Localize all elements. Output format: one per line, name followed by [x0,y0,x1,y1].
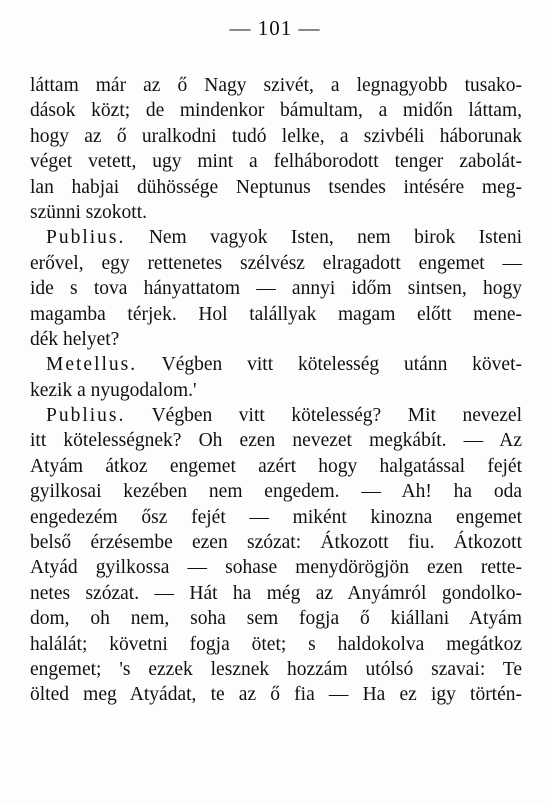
text-line: belső érzésembe ezen szózat: Átkozott fiu. Átkozott [30,532,522,554]
speaker-name: Publius. [46,405,126,427]
text-line: erővel, egy rettenetes szélvész elragadott engemet — [30,252,522,274]
text-line: halálát; követni fogja ötet; s haldokolva megátkoz [30,633,522,655]
text-line: lan habjai dühössége Neptunus tsendes intésére meg- [30,176,522,198]
text-line: itt kötelességnek? Oh ezen nevezet megkábít. — Az [30,430,522,452]
speaker-line [30,352,522,377]
speaker-line [30,225,522,250]
text-line: dom, oh nem, soha sem fogja ő kiállani Atyám [30,608,522,630]
speaker-name: Publius. [46,227,126,249]
speech-text: Végben vitt kötelesség utánn követ- [161,354,522,376]
text-line: dások közt; de mindenkor bámultam, a midőn láttam, [30,100,522,122]
speech-text: Nem vagyok Isten, nem birok Isteni [148,227,522,249]
text-line: netes szózat. — Hát ha még az Anyámról gondolko- [30,582,522,604]
text-line: véget vetett, ugy mint a felháborodott tenger zabolát- [30,151,522,173]
text-line: ide s tova hányattatom — annyi időm sintsen, hogy [30,278,522,300]
text-line: engemet; 's ezzek lesznek hozzám utólsó szavai: Te [30,658,522,680]
text-line: engedezém ősz fejét — miként kinozna engemet [30,506,522,528]
text-line: Atyád gyilkossa — sohase menydörögjön ezen rette- [30,557,522,579]
speaker-line [30,403,522,428]
text-line: ölted meg Atyádat, te az ő fia — Ha ez igy történ- [30,684,522,706]
text-line: szünni szokott. [30,201,147,223]
text-line: kezik a nyugodalom.' [30,379,197,401]
text-line: magamba térjek. Hol talállyak magam előtt mene- [30,303,522,325]
page-number: — 101 — [229,16,321,40]
body-text [30,73,522,708]
speech-text: Végben vitt kötelesség? Mit nevezel [151,405,522,427]
text-line: gyilkosai kezében nem engedem. — Ah! ha oda [30,481,522,503]
text-line: láttam már az ő Nagy szivét, a legnagyobb tusako- [30,75,522,96]
text-line: dék helyet? [30,328,120,350]
speaker-name: Metellus. [46,354,138,376]
text-line: hogy az ő uralkodni tudó lelke, a szivbéli háborunak [30,125,522,147]
text-line: Atyám átkoz engemet azért hogy halgatással fejét [30,455,522,477]
